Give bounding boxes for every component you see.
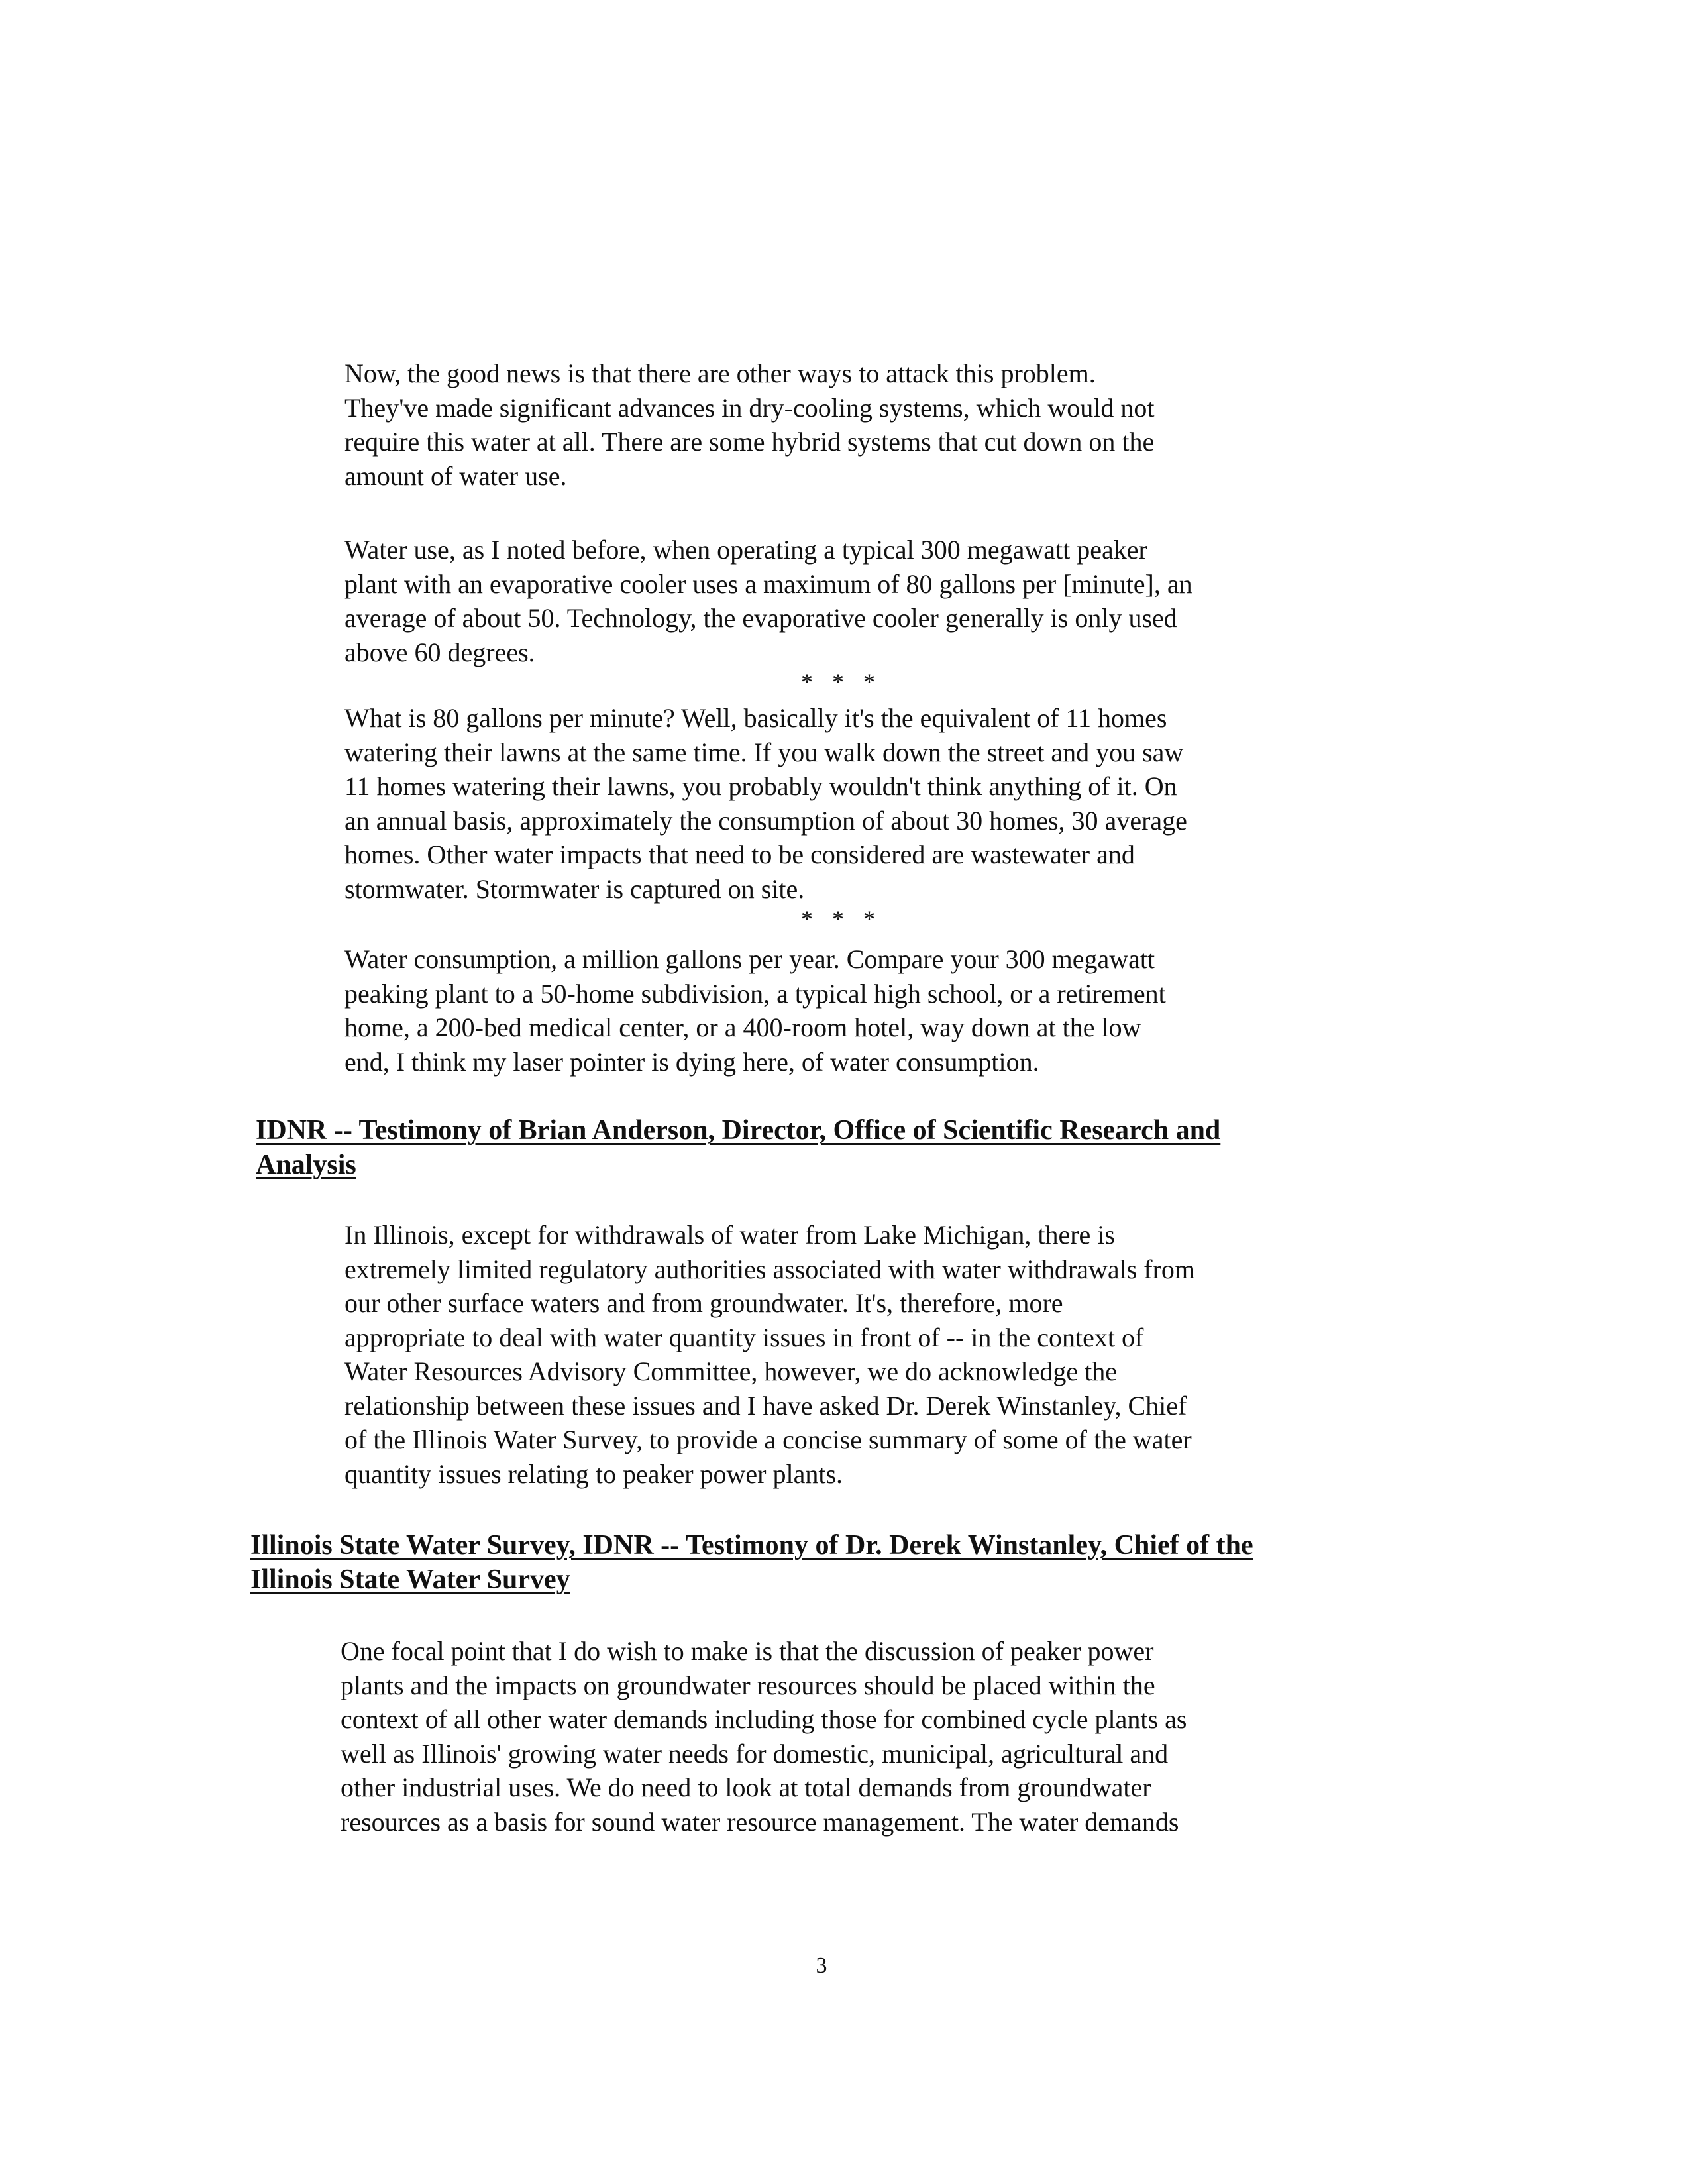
text-line: require this water at all. There are some hybrid systems that cut down on the [344, 427, 1155, 457]
text-line: plants and the impacts on groundwater resources should be placed within the [341, 1670, 1155, 1700]
page-number: 3 [816, 1953, 827, 1978]
text-line: One focal point that I do wish to make is that the discussion of peaker power [341, 1636, 1154, 1666]
text-line: stormwater. Stormwater is captured on site. [344, 873, 805, 904]
text-line: average of about 50. Technology, the evaporative cooler generally is only used [344, 603, 1177, 633]
text-line: Water use, as I noted before, when operating a typical 300 megawatt peaker [344, 535, 1147, 565]
text-line: amount of water use. [344, 461, 567, 491]
section-heading-idnr-testimony [256, 1113, 1408, 1182]
heading-line: Analysis [256, 1150, 356, 1180]
paragraph-focal-point [341, 1634, 1374, 1839]
text-line: resources as a basis for sound water resource management. The water demands [341, 1806, 1179, 1837]
text-line: plant with an evaporative cooler uses a maximum of 80 gallons per [minute], an [344, 569, 1192, 599]
heading-line: Illinois State Water Survey [250, 1564, 570, 1595]
text-line: well as Illinois' growing water needs for domestic, municipal, agricultural and [341, 1738, 1169, 1769]
paragraph-water-consumption [344, 942, 1378, 1079]
text-line: our other surface waters and from groundwater. It's, therefore, more [344, 1288, 1063, 1318]
text-line: relationship between these issues and I have asked Dr. Derek Winstanley, Chief [344, 1390, 1187, 1421]
text-line: What is 80 gallons per minute? Well, basically it's the equivalent of 11 homes [344, 703, 1167, 733]
text-line: appropriate to deal with water quantity issues in front of -- in the context of [344, 1322, 1144, 1352]
text-line: home, a 200-bed medical center, or a 400-room hotel, way down at the low [344, 1012, 1141, 1042]
text-line: peaking plant to a 50-home subdivision, a typical high school, or a retirement [344, 978, 1166, 1009]
heading-line: IDNR -- Testimony of Brian Anderson, Director, Office of Scientific Research and [256, 1115, 1221, 1146]
text-line: Water Resources Advisory Committee, however, we do acknowledge the [344, 1356, 1117, 1386]
heading-line: Illinois State Water Survey, IDNR -- Testimony of Dr. Derek Winstanley, Chief of the [250, 1530, 1253, 1560]
paragraph-dry-cooling [344, 356, 1378, 493]
text-line: of the Illinois Water Survey, to provide a concise summary of some of the water [344, 1425, 1192, 1454]
text-line: extremely limited regulatory authorities associated with water withdrawals from [344, 1254, 1196, 1284]
section-separator: * * * [801, 906, 882, 932]
text-line: an annual basis, approximately the consumption of about 30 homes, 30 average [344, 805, 1187, 836]
text-line: above 60 degrees. [344, 637, 535, 667]
text-line: homes. Other water impacts that need to be considered are wastewater and [344, 840, 1135, 869]
text-line: Water consumption, a million gallons per year. Compare your 300 megawatt [344, 944, 1155, 974]
paragraph-water-use [344, 533, 1378, 669]
section-heading-water-survey-testimony [250, 1528, 1403, 1597]
text-line: context of all other water demands including those for combined cycle plants as [341, 1704, 1187, 1734]
text-line: 11 homes watering their lawns, you probably wouldn't think anything of it. On [344, 771, 1177, 801]
text-line: watering their lawns at the same time. If you walk down the street and you saw [344, 737, 1184, 767]
text-line: other industrial uses. We do need to look at total demands from groundwater [341, 1773, 1151, 1802]
section-separator: * * * [801, 669, 882, 695]
text-line: Now, the good news is that there are other ways to attack this problem. [344, 358, 1096, 388]
paragraph-80-gallons [344, 701, 1378, 906]
text-line: quantity issues relating to peaker power plants. [344, 1458, 843, 1489]
paragraph-illinois-regulation [344, 1218, 1378, 1491]
text-line: They've made significant advances in dry-cooling systems, which would not [344, 392, 1155, 423]
text-line: In Illinois, except for withdrawals of water from Lake Michigan, there is [344, 1220, 1115, 1250]
text-line: end, I think my laser pointer is dying here, of water consumption. [344, 1046, 1039, 1077]
